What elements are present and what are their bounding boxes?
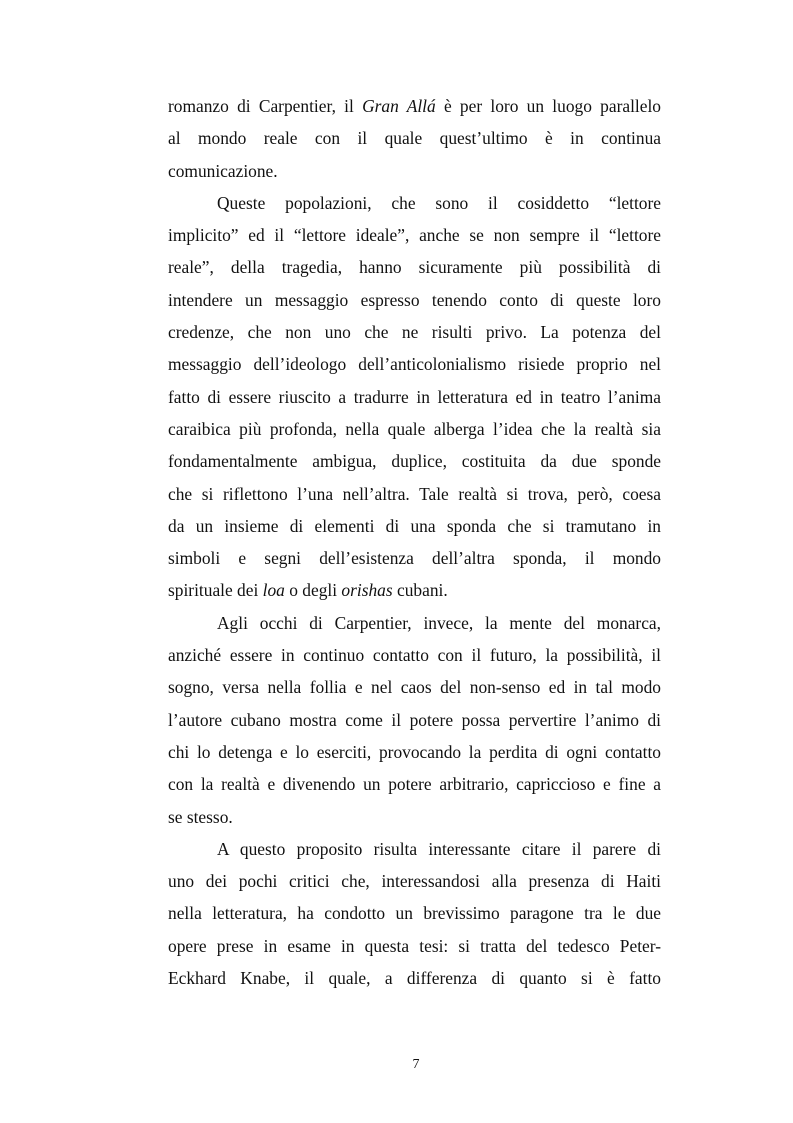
text-line [168,671,661,703]
paragraph [168,187,661,607]
text-segment: messaggio dell’ideologo dell’anticolonialismo risiede proprio nel [168,354,661,375]
text-line [168,930,661,962]
text-segment: A questo proposito risulta interessante citare il parere di [217,838,661,859]
text-segment: fatto di essere riuscito a tradurre in letteratura ed in teatro l’anima [168,386,661,407]
text-line [168,736,661,768]
text-line [168,348,661,380]
text-segment: caraibica più profonda, nella quale alberga l’idea che la realtà sia [168,418,661,439]
text-line [168,251,661,283]
text-line [168,768,661,800]
text-line [168,574,661,606]
text-line [168,90,661,122]
text-line [168,381,661,413]
text-line [168,542,661,574]
text-line [168,445,661,477]
text-segment: intendere un messaggio espresso tenendo conto di queste loro [168,289,661,310]
text-segment: al mondo reale con il quale quest’ultimo è in continua [168,128,661,149]
text-segment: che si riflettono l’una nell’altra. Tale realtà si trova, però, coesa [168,483,661,504]
text-segment: anziché essere in continuo contatto con il futuro, la possibilità, il [168,645,661,666]
text-segment: credenze, che non uno che ne risulti privo. La potenza del [168,322,661,343]
text-line [168,478,661,510]
text-segment: Agli occhi di Carpentier, invece, la mente del monarca, [217,612,661,633]
text-line [168,833,661,865]
text-segment: l’autore cubano mostra come il potere possa pervertire l’animo di [168,709,661,730]
italic-text: orishas [341,580,393,601]
text-segment: chi lo detenga e lo eserciti, provocando la perdita di ogni contatto [168,741,661,762]
text-segment: se stesso. [168,806,233,827]
text-segment: romanzo di Carpentier, il [168,96,363,116]
text-segment: da un insieme di elementi di una sponda che si tramutano in [168,515,661,536]
text-segment: fondamentalmente ambigua, duplice, costituita da due sponde [168,451,661,472]
text-segment: nella letteratura, ha condotto un brevissimo paragone tra le due [168,903,661,924]
text-segment: implicito” ed il “lettore ideale”, anche se non sempre il “lettore [168,225,661,246]
text-line [168,639,661,671]
text-line [168,510,661,542]
text-line [168,962,661,994]
text-line [168,122,661,154]
text-line [168,865,661,897]
text-segment: uno dei pochi critici che, interessandosi alla presenza di Haiti [168,871,661,892]
paragraph [168,90,661,187]
text-segment: opere prese in esame in questa tesi: si tratta del tedesco Peter- [168,935,661,956]
text-segment: reale”, della tragedia, hanno sicuramente più possibilità di [168,257,661,278]
italic-text: Gran Allá [362,96,436,116]
text-line [168,897,661,929]
text-line [168,413,661,445]
text-segment: simboli e segni dell’esistenza dell’altra sponda, il mondo [168,548,661,569]
paragraph [168,607,661,833]
text-line [168,704,661,736]
text-line [168,801,661,833]
text-line [168,187,661,219]
text-segment: o degli [284,580,342,601]
text-line [168,219,661,251]
text-segment: sogno, versa nella follia e nel caos del non-senso ed in tal modo [168,677,661,698]
paragraph [168,833,661,994]
page-number: 7 [412,1057,420,1072]
italic-text: loa [262,580,285,601]
text-line [168,155,661,187]
text-segment: è per loro un luogo parallelo [435,96,661,116]
text-segment: spirituale dei [168,580,263,601]
text-line [168,316,661,348]
text-segment: Queste popolazioni, che sono il cosiddetto “lettore [217,192,661,213]
text-line [168,284,661,316]
text-segment: Eckhard Knabe, il quale, a differenza di quanto si è fatto [168,968,661,989]
text-line [168,607,661,639]
text-segment: con la realtà e divenendo un potere arbitrario, capriccioso e fine a [168,774,661,795]
text-segment: comunicazione. [168,160,278,181]
body-text [168,90,661,994]
text-segment: cubani. [392,580,448,601]
